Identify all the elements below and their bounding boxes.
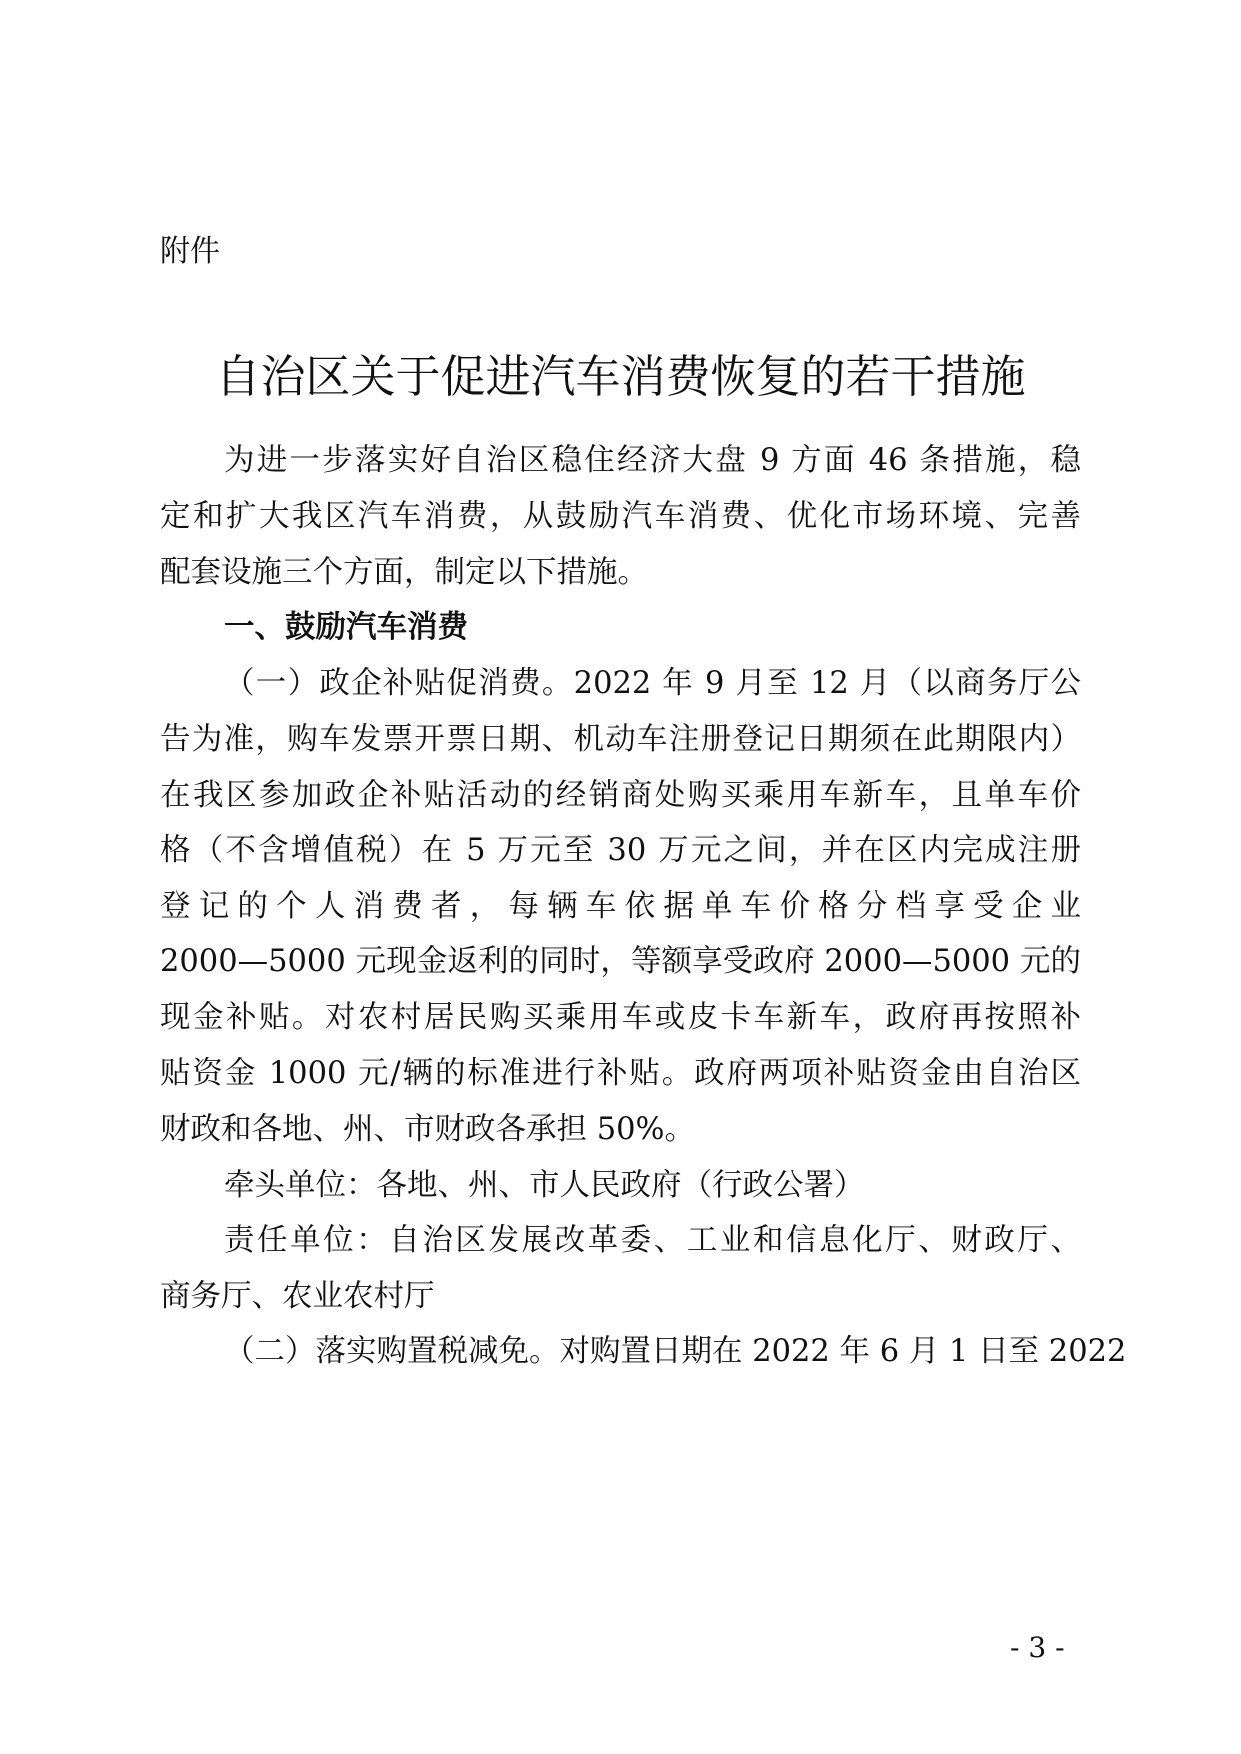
item-1-line-4: 格（不含增值税）在 5 万元至 30 万元之间，并在区内完成注册 <box>160 833 1081 868</box>
section-heading: 一、鼓励汽车消费 <box>224 610 468 645</box>
item-1-line-5: 登记的个人消费者，每辆车依据单车价格分档享受企业 <box>160 889 1081 924</box>
annex-label: 附件 <box>160 234 220 269</box>
intro-line-3: 配套设施三个方面，制定以下措施。 <box>160 555 648 590</box>
document-title: 自治区关于促进汽车消费恢复的若干措施 <box>215 350 1026 403</box>
item-1-line-6: 2000—5000 元现金返利的同时，等额享受政府 2000—5000 元的 <box>160 944 1081 979</box>
intro-line-2: 定和扩大我区汽车消费，从鼓励汽车消费、优化市场环境、完善 <box>160 499 1081 534</box>
item-1-line-9: 财政和各地、州、市财政各承担 50%。 <box>160 1112 695 1147</box>
responsible-line-1: 责任单位：自治区发展改革委、工业和信息化厅、财政厅、 <box>224 1223 1081 1258</box>
item-1-line-1: （一）政企补贴促消费。2022 年 9 月至 12 月（以商务厅公 <box>224 666 1081 701</box>
lead-unit: 牵头单位：各地、州、市人民政府（行政公署） <box>224 1168 865 1203</box>
item-1-line-3: 在我区参加政企补贴活动的经销商处购买乘用车新车，且单车价 <box>160 778 1081 813</box>
intro-line-1: 为进一步落实好自治区稳住经济大盘 9 方面 46 条措施，稳 <box>224 443 1081 478</box>
item-1-line-7: 现金补贴。对农村居民购买乘用车或皮卡车新车，政府再按照补 <box>160 1000 1081 1035</box>
page-number: - 3 - <box>1010 1631 1065 1664</box>
item-1-line-2: 告为准，购车发票开票日期、机动车注册登记日期须在此期限内） <box>160 722 1081 757</box>
responsible-line-2: 商务厅、农业农村厅 <box>160 1279 435 1314</box>
item-2-line-1: （二）落实购置税减免。对购置日期在 2022 年 6 月 1 日至 2022 <box>224 1334 1127 1369</box>
item-1-line-8: 贴资金 1000 元/辆的标准进行补贴。政府两项补贴资金由自治区 <box>160 1056 1081 1091</box>
